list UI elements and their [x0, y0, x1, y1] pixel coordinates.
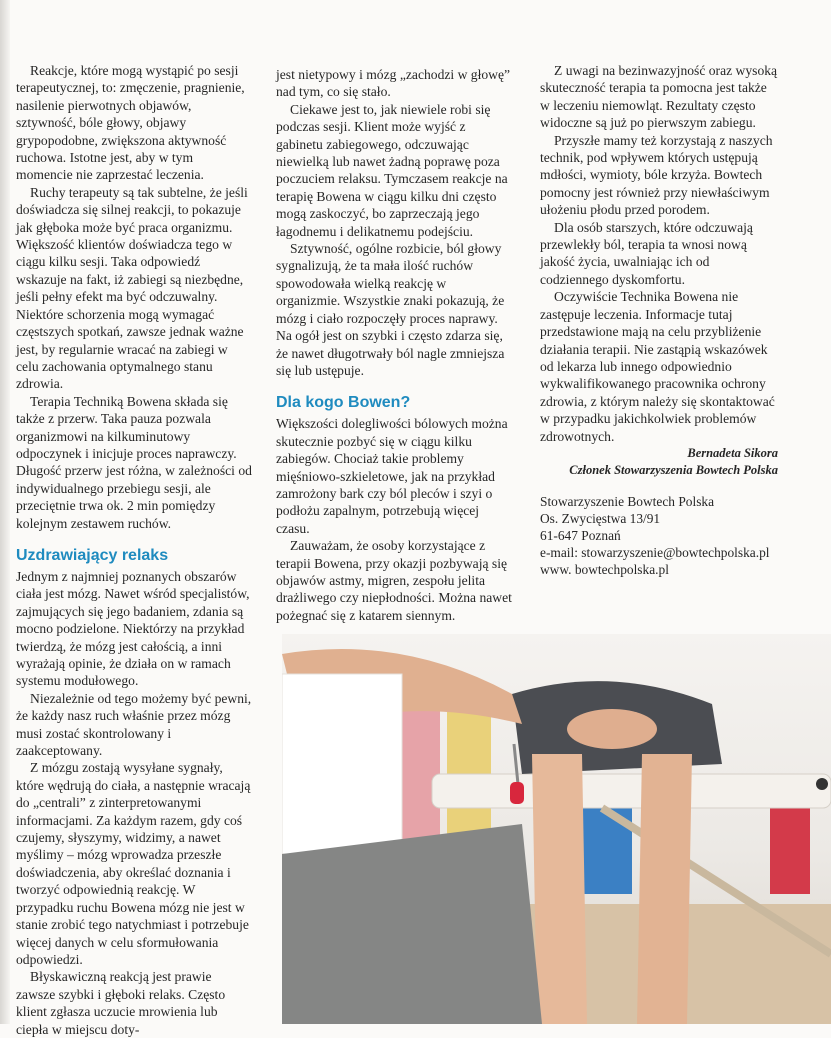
paragraph: Oczywiście Technika Bowena nie zastępuje leczenia. Informacje tutaj przedstawione mają na celu przybliżenie działania terapii. Nie zastąpią wskazówek od lekarza lub innego odpowiednio wykwalifikowanego pracownika ochrony zdrowia, z którym należy się skontaktować w przypadku jakichkolwiek problemów zdrowotnych.: [540, 289, 775, 444]
page-fold-shadow: [0, 0, 10, 1024]
author-name: Bernadeta Sikora: [687, 445, 778, 460]
paragraph: Terapia Techniką Bowena składa się także z przerw. Taka pauza pozwala organizmowi na kilkuminutowy odpoczynek i inicjuje proces naprawczy. Długość przerw jest różna, w zależności od indywidualnego przebiegu sesji, ale przeciętnie trwa ok. 2 min pomiędzy kolejnym zestawem ruchów.: [16, 393, 252, 531]
column-1: [16, 62, 252, 1038]
section-heading-dla-kogo: Dla kogo Bowen?: [276, 394, 411, 412]
reflex-hammer-head: [510, 782, 524, 804]
therapist-trousers: [282, 824, 542, 1024]
address-email: e-mail: stowarzyszenie@bowtechpolska.pl: [540, 544, 770, 560]
paragraph: Jednym z najmniej poznanych obszarów ciała jest mózg. Nawet wśród specjalistów, zajmujących się jego badaniem, zdania są mocno podzielone. Niektórzy na przykład twierdzą, że mózg jest całością, a inni wyrażają opinie, że działa on w ramach systemu modułowego.: [16, 568, 250, 689]
address-line: 61-647 Poznań: [540, 527, 621, 543]
foam-roll-pink: [400, 694, 440, 854]
paragraph: jest nietypowy i mózg „zachodzi w głowę” nad tym, co się stało.: [276, 67, 511, 100]
therapist-shirt: [282, 674, 402, 854]
massage-table: [432, 774, 831, 808]
foam-roll-red: [770, 804, 810, 894]
paragraph: Niezależnie od tego możemy być pewni, że każdy nasz ruch właśnie przez mózg musi zostać skontrolowany i zaakceptowany.: [16, 690, 252, 759]
paragraph: Reakcje, które mogą wystąpić po sesji terapeutycznej, to: zmęczenie, pragnienie, nasilenie pierwotnych objawów, sztywność, bóle głowy, objawy grypopodobne, zwiększona aktywność ruchowa. Istotne jest, aby w tym momencie nie zaprzestać leczenia.: [16, 63, 245, 183]
patient-hands: [567, 709, 657, 749]
paragraph: Sztywność, ogólne rozbicie, ból głowy sygnalizują, że ta mała ilość ruchów spowodowała wielką reakcję w organizmie. Wszystkie znaki pokazują, że mózg i ciało rozpoczęły proces naprawy. Na ogół jest on szybki i często zdarza się, że nawet długotrwały ból nagle zmniejsza się lub ustępuje.: [276, 241, 505, 378]
paragraph: Ciekawe jest to, jak niewiele robi się podczas sesji. Klient może wyjść z gabinetu zabiegowego, odczuwając niewielką lub nawet żadną poprawę poza poczuciem relaksu. Tymczasem reakcje na terapię Bowena w ciągu kilku dni często mogą zaskoczyć, bo zaprzeczają jego łagodnemu i delikatnemu podejściu.: [276, 101, 508, 239]
patient-leg: [637, 754, 692, 1024]
paragraph: Ruchy terapeuty są tak subtelne, że jeśli doświadcza się silnej reakcji, to pokazuje jak głęboka może być praca organizmu. Większość klientów doświadcza tego w ciągu kilku sesji. Taka odpowiedź wskazuje na fakt, iż zabiegi są niezbędne, jeśli pełny efekt ma być odczuwalny. Niektóre schorzenia mogą wymagać częstszych spotkań, zawsze jednak ważne jest, by regularnie wracać na zabiegi w celu zachowania optymalnego stanu zdrowia.: [16, 184, 248, 392]
therapy-photo-illustration: [282, 634, 831, 1024]
column-2: [276, 66, 512, 624]
table-knob: [816, 778, 828, 790]
author-role: Członek Stowarzyszenia Bowtech Polska: [569, 462, 778, 477]
contact-address: [540, 493, 778, 578]
paragraph: Większości dolegliwości bólowych można skutecznie pozbyć się w ciągu kilku zabiegów. Chociaż takie problemy mięśniowo-szkieletowe, jak na przykład zamrożony bark czy ból pleców i szyi o podłożu zapalnym, potrzebują więcej czasu.: [276, 416, 508, 536]
address-line: Stowarzyszenie Bowtech Polska: [540, 493, 715, 509]
section-heading-relaks: Uzdrawiający relaks: [16, 546, 169, 564]
paragraph: Przyszłe mamy też korzystają z naszych technik, pod wpływem których ustępują mdłości, wymioty, bóle krzyża. Bowtech pomocny jest również przy niewłaściwym ułożeniu płodu przed porodem.: [540, 132, 773, 218]
paragraph: Dla osób starszych, które odczuwają przewlekły ból, terapia ta wnosi nową jakość życia, uwalniając ich od codziennego dyskomfortu.: [540, 219, 753, 287]
paragraph: Zauważam, że osoby korzystające z terapii Bowena, przy okazji pozbywają się objawów astmy, migren, zespołu jelita drażliwego czy niepłodności. Można nawet pożegnać się z katarem siennym.: [276, 538, 512, 623]
paragraph: Błyskawiczną reakcją jest prawie zawsze szybki i głęboki relaks. Często klient zgłasza uczucie mrowienia lub ciepła w miejscu doty-: [16, 969, 226, 1037]
therapy-photo: [282, 634, 831, 1024]
address-website: www. bowtechpolska.pl: [540, 561, 669, 577]
paragraph: Z uwagi na bezinwazyjność oraz wysoką skuteczność terapia ta pomocna jest także w leczeniu niemowląt. Rezultaty często widoczne są już po pierwszym zabiegu.: [540, 63, 778, 131]
paragraph: Z mózgu zostają wysyłane sygnały, które wędrują do ciała, a następnie wracają do „centrali” z zinterpretowanymi informacjami. Za każdym razem, gdy coś czujemy, słyszymy, widzimy, a nawet myślimy – mózg wprowadza przeszłe doświadczenia, aby określać doznania i tworzyć odpowiednią reakcję. W przypadku ruchu Bowena mózg nie jest w stanie zrobić tego natychmiast i potrzebuje więcej danych w celu sformułowania odpowiedzi.: [16, 760, 251, 967]
address-line: Os. Zwycięstwa 13/91: [540, 510, 661, 526]
column-3: [540, 62, 778, 578]
patient-leg: [532, 754, 587, 1024]
